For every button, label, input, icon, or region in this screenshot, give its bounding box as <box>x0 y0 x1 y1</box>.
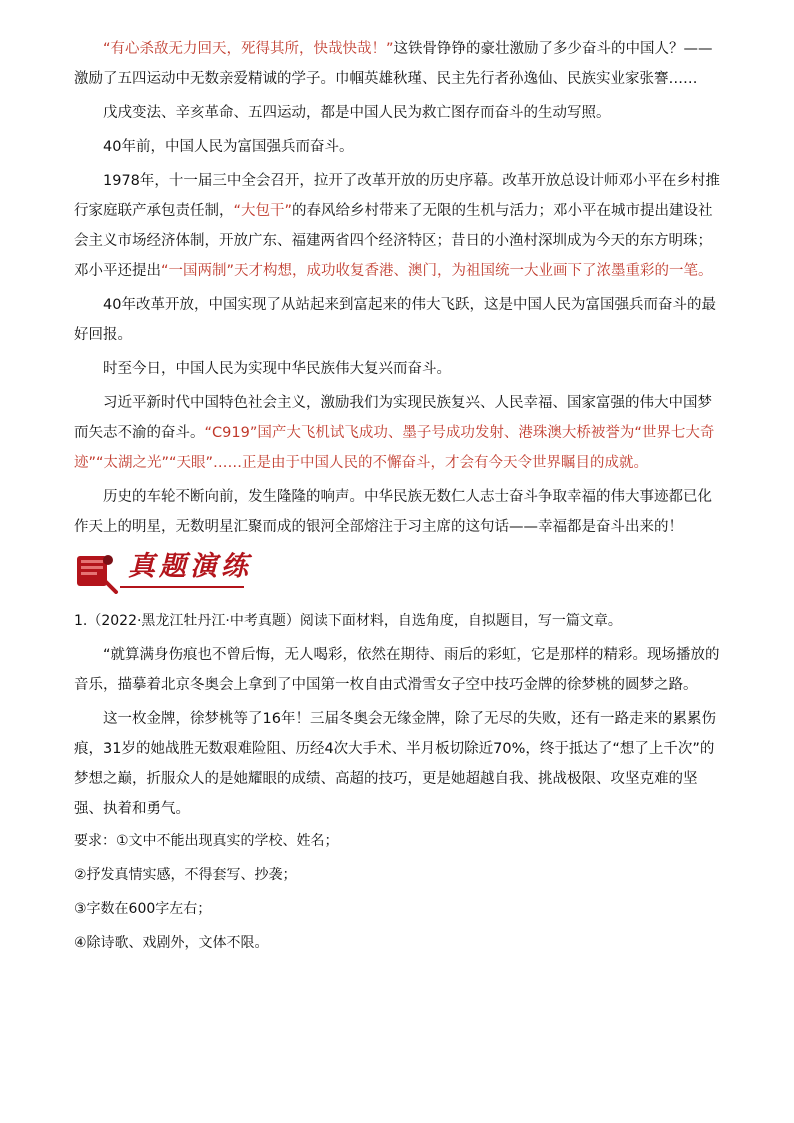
essay-text: 的春风给乡村带来了无限的生机与活力；邓小平在城市提出建设社会主义市场经济体制，开放广东、福建两省四个经济特区；昔日的小渔村深圳成为今天的东方明珠；邓小平还提出 <box>74 203 713 279</box>
highlight-red: “大包干” <box>233 203 293 219</box>
material-paragraph-2: 这一枚金牌，徐梦桃等了16年！三届冬奥会无缘金牌，除了无尽的失败，还有一路走来的累累伤痕，31岁的她战胜无数艰难险阻、历经4次大手术、半月板切除近70%，终于抵达了“想了上千次”的梦想之巅，折服众人的是她耀眼的成绩、高超的技巧，更是她超越自我、挑战极限、攻坚克难的坚强、执着和勇气。 <box>74 711 716 817</box>
quote-red: “有心杀敌无力回天，死得其所，快哉快哉！” <box>103 41 394 57</box>
essay-paragraph-2: 戊戌变法、辛亥革命、五四运动，都是中国人民为救亡图存而奋斗的生动写照。 <box>103 105 611 121</box>
essay-paragraph-3: 40年前，中国人民为富国强兵而奋斗。 <box>103 139 354 155</box>
essay-text: 习近平新时代中国特色社会主义，激励我们为实现民族复兴、人民幸福、国家富强的伟大中国梦而矢志不渝的奋斗。 <box>74 395 712 441</box>
essay-paragraph-5: 40年改革开放，中国实现了从站起来到富起来的伟大飞跃，这是中国人民为富国强兵而奋斗的最好回报。 <box>74 297 716 343</box>
requirement-4: ④除诗歌、戏剧外，文体不限。 <box>74 935 269 951</box>
requirement-3: ③字数在600字左右； <box>74 901 212 917</box>
essay-paragraph-1 <box>74 34 724 94</box>
title-underline <box>120 586 244 588</box>
requirement-1: 要求：①文中不能出现真实的学校、姓名； <box>74 833 339 849</box>
section-title: 真题演练 <box>128 551 252 582</box>
document-content <box>74 34 724 960</box>
section-banner <box>74 548 724 594</box>
book-icon <box>74 550 120 594</box>
essay-paragraph-8: 历史的车轮不断向前，发生隆隆的响声。中华民族无数仁人志士奋斗争取幸福的伟大事迹都已化作天上的明星，无数明星汇聚而成的银河全部熔注于习主席的这句话——幸福都是奋斗出来的！ <box>74 489 712 535</box>
essay-paragraph-7 <box>74 388 724 478</box>
material-paragraph-1: “就算满身伤痕也不曾后悔，无人喝彩，依然在期待、雨后的彩虹，它是那样的精彩。现场播放的音乐，描摹着北京冬奥会上拿到了中国第一枚自由式滑雪女子空中技巧金牌的徐梦桃的圆梦之路。 <box>74 647 720 693</box>
question-header: 1.（2022·黑龙江牡丹江·中考真题）阅读下面材料，自选角度，自拟题目，写一篇文章。 <box>74 613 622 629</box>
requirement-2: ②抒发真情实感，不得套写、抄袭； <box>74 867 297 883</box>
essay-text: 这铁骨铮铮的豪壮激励了多少奋斗的中国人？——激励了五四运动中无数亲爱精诚的学子。巾帼英雄秋瑾、民主先行者孙逸仙、民族实业家张謇…… <box>74 41 713 87</box>
essay-text: 1978年，十一届三中全会召开，拉开了改革开放的历史序幕。改革开放总设计师邓小平在乡村推行家庭联产承包责任制， <box>74 173 720 219</box>
highlight-red: “C919”国产大飞机试飞成功、墨子号成功发射、港珠澳大桥被誉为“世界七大奇迹”“太湖之光”“天眼”……正是由于中国人民的不懈奋斗，才会有今天令世界瞩目的成就。 <box>74 425 715 471</box>
essay-paragraph-6: 时至今日，中国人民为实现中华民族伟大复兴而奋斗。 <box>103 361 451 377</box>
essay-paragraph-4 <box>74 166 724 286</box>
highlight-red: “一国两制”天才构想，成功收复香港、澳门，为祖国统一大业画下了浓墨重彩的一笔。 <box>161 263 713 279</box>
